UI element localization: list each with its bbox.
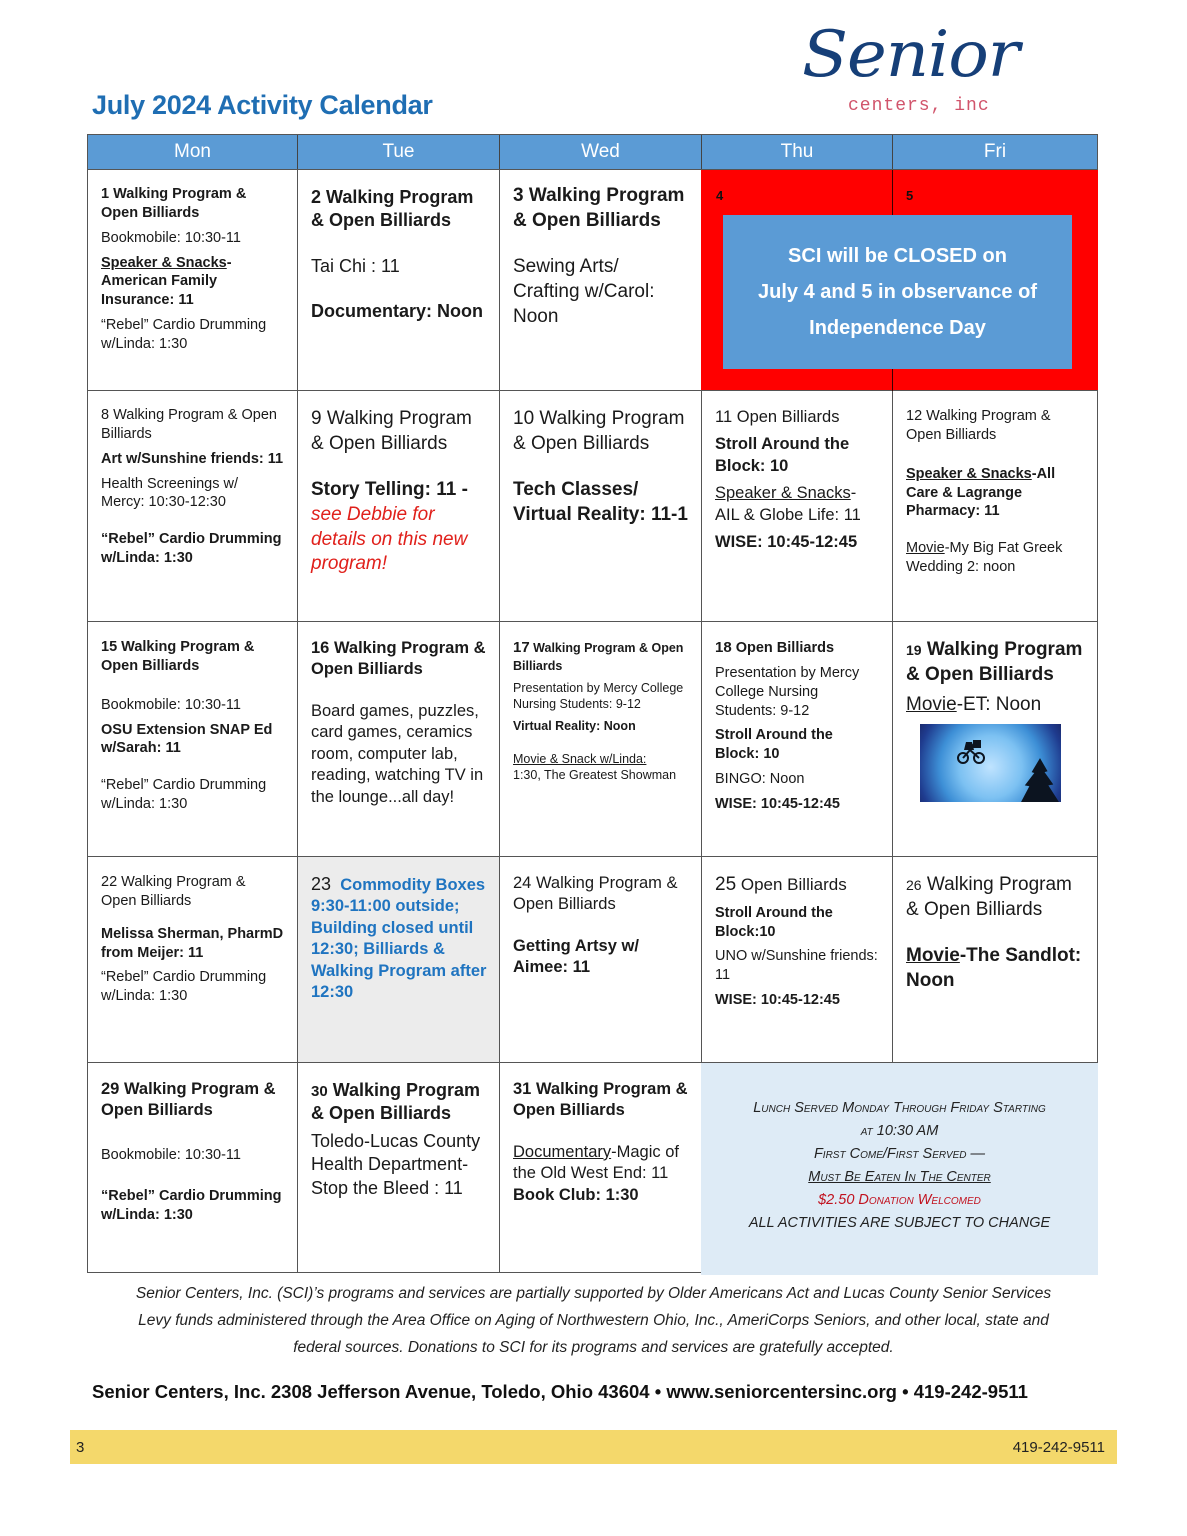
day-title: Walking Program & Open Billiards bbox=[311, 1080, 481, 1124]
activity: Presentation by Mercy College Nursing Students: 9-12 bbox=[715, 664, 860, 719]
activity: -My Big Fat Greek Wedding 2: noon bbox=[906, 540, 1063, 576]
day-cell-3 bbox=[499, 170, 701, 391]
weekday-header-row bbox=[87, 134, 1098, 170]
activity-note: see Debbie for details on this new program! bbox=[311, 504, 468, 575]
weekday-wed: Wed bbox=[500, 135, 702, 169]
day-cell-19 bbox=[892, 622, 1098, 857]
footer-phone: 419-242-9511 bbox=[1012, 1438, 1105, 1456]
activity: Toledo-Lucas County Health Department-Stop the Bleed : 11 bbox=[311, 1130, 481, 1198]
logo-script-text: Senior bbox=[802, 18, 1019, 92]
contact-address: Senior Centers, Inc. 2308 Jefferson Avenue, Toledo, Ohio 43604 • www.seniorcentersinc.org • 419-242-9511 bbox=[92, 1381, 1028, 1402]
date-number: 30 bbox=[311, 1083, 328, 1100]
day-cell-18 bbox=[701, 622, 892, 857]
senior-centers-logo bbox=[796, 18, 1036, 122]
day-title: Open Billiards bbox=[740, 875, 847, 894]
day-title: Walking Program & Open Billiards bbox=[513, 641, 684, 673]
activity: BINGO: Noon bbox=[715, 771, 805, 788]
closed-notice-line: July 4 and 5 in observance of bbox=[758, 281, 1037, 303]
activity-label: Speaker & Snacks bbox=[101, 254, 227, 271]
page-title: July 2024 Activity Calendar bbox=[92, 90, 433, 120]
logo-subtitle: centers, inc bbox=[848, 96, 990, 116]
day-cell-1 bbox=[87, 170, 297, 391]
activity: -ET: Noon bbox=[956, 694, 1042, 716]
date-number: 31 bbox=[513, 1080, 532, 1098]
day-cell-9 bbox=[297, 391, 499, 622]
day-title: Walking Program & Open Billiards bbox=[101, 639, 255, 674]
funding-note-line: Senior Centers, Inc. (SCI)’s programs and services are partially supported by Older Americans Act and Lucas County Senior Services bbox=[135, 1285, 1052, 1302]
day-title: Walking Program & Open Billiards bbox=[311, 187, 474, 231]
day-title: Walking Program & Open Billiards bbox=[906, 874, 1072, 920]
activity: “Rebel” Cardio Drumming w/Linda: 1:30 bbox=[101, 317, 267, 352]
day-cell-15 bbox=[87, 622, 297, 857]
activity: Story Telling: 11 - bbox=[311, 479, 468, 501]
day-title: Walking Program & Open Billiards bbox=[513, 408, 685, 454]
activity-label: Movie bbox=[906, 945, 960, 967]
day-title: Open Billiards bbox=[736, 408, 840, 426]
activity: Health Screenings w/ Mercy: 10:30-12:30 bbox=[101, 475, 239, 511]
date-number: 8 bbox=[101, 407, 110, 423]
bicycle-silhouette-icon bbox=[956, 740, 986, 764]
lunch-line: Must Be Eaten In The Center bbox=[808, 1169, 991, 1185]
date-number: 25 bbox=[715, 874, 737, 895]
closed-notice-line: SCI will be CLOSED on bbox=[788, 245, 1007, 267]
day-title: Walking Program & Open Billiards bbox=[101, 407, 277, 442]
activity: Melissa Sherman, PharmD from Meijer: 11 bbox=[101, 925, 284, 961]
date-number-4: 4 bbox=[716, 188, 724, 203]
day-cell-31 bbox=[499, 1063, 701, 1273]
day-title: Walking Program & Open Billiards bbox=[513, 874, 678, 914]
day-title: Walking Program & Open Billiards bbox=[906, 639, 1083, 685]
activity-label: Movie & Snack w/Linda: bbox=[513, 751, 647, 766]
date-number: 10 bbox=[513, 408, 535, 429]
date-number: 15 bbox=[101, 639, 118, 655]
activity: Virtual Reality: Noon bbox=[513, 719, 636, 734]
activity: Board games, puzzles, card games, ceramics room, computer lab, reading, watching TV in the lounge...all day! bbox=[311, 701, 484, 806]
donation-line: $2.50 Donation Welcomed bbox=[818, 1192, 981, 1208]
activity: Stroll Around the Block: 10 bbox=[715, 435, 850, 475]
date-number: 22 bbox=[101, 874, 118, 890]
weekday-tue: Tue bbox=[298, 135, 500, 169]
activity: “Rebel” Cardio Drumming w/Linda: 1:30 bbox=[101, 969, 267, 1005]
date-number: 17 bbox=[513, 639, 530, 656]
tree-silhouette bbox=[1021, 758, 1059, 802]
activity: Book Club: 1:30 bbox=[513, 1185, 639, 1204]
activity: -American Family Insurance: 11 bbox=[101, 254, 232, 309]
date-number: 11 bbox=[715, 408, 733, 426]
activity-label: Documentary bbox=[513, 1142, 612, 1161]
day-cell-12 bbox=[892, 391, 1098, 622]
day-cell-17 bbox=[499, 622, 701, 857]
activity: Tech Classes/ Virtual Reality: 11-1 bbox=[513, 479, 688, 526]
activity: Bookmobile: 10:30-11 bbox=[101, 229, 241, 246]
date-number-5: 5 bbox=[906, 188, 914, 203]
date-number: 9 bbox=[311, 408, 322, 429]
funding-note-line: Levy funds administered through the Area Office on Aging of Northwestern Ohio, Inc., AmeriCorps Seniors, and other local, state and bbox=[138, 1312, 1049, 1329]
day-cell-16 bbox=[297, 622, 499, 857]
day-cell-25 bbox=[701, 857, 892, 1063]
activity-label: Movie bbox=[906, 694, 957, 716]
day-cell-24 bbox=[499, 857, 701, 1063]
lunch-line: First Come/First Served — bbox=[813, 1146, 986, 1162]
et-movie-image bbox=[920, 724, 1061, 802]
activity: Stroll Around the Block: 10 bbox=[715, 727, 833, 763]
date-number: 1 bbox=[101, 186, 110, 202]
activity: Presentation by Mercy College Nursing Students: 9-12 bbox=[513, 680, 684, 711]
activity: -All Care & Lagrange Pharmacy: 11 bbox=[906, 465, 1056, 520]
day-cell-23 bbox=[297, 857, 499, 1063]
activity: WISE: 10:45-12:45 bbox=[715, 992, 840, 1009]
activity: Stroll Around the Block:10 bbox=[715, 904, 833, 940]
closed-notice bbox=[723, 215, 1072, 369]
activity: WISE: 10:45-12:45 bbox=[715, 795, 840, 812]
activity: Bookmobile: 10:30-11 bbox=[101, 1146, 241, 1163]
day-title: Walking Program & Open Billiards bbox=[513, 1080, 688, 1120]
date-number: 12 bbox=[906, 408, 923, 424]
day-cell-8 bbox=[87, 391, 297, 622]
activity: Getting Artsy w/ Aimee: 11 bbox=[513, 936, 639, 977]
day-cell-10 bbox=[499, 391, 701, 622]
change-disclaimer: ALL ACTIVITIES ARE SUBJECT TO CHANGE bbox=[748, 1215, 1051, 1231]
day-cell-2 bbox=[297, 170, 499, 391]
activity: -Magic of the Old West End: 11 bbox=[513, 1142, 679, 1183]
page-footer-bar bbox=[70, 1430, 1117, 1464]
date-number: 2 bbox=[311, 187, 322, 207]
activity: WISE: 10:45-12:45 bbox=[715, 533, 858, 552]
day-title: Walking Program & Open Billiards bbox=[101, 186, 247, 221]
activity: “Rebel” Cardio Drumming w/Linda: 1:30 bbox=[101, 531, 282, 567]
date-number: 18 bbox=[715, 639, 732, 656]
day-title: Walking Program & Open Billiards bbox=[906, 408, 1051, 443]
lunch-line: at 10:30 AM bbox=[860, 1123, 939, 1139]
day-cell-26 bbox=[892, 857, 1098, 1063]
date-number: 23 bbox=[311, 874, 332, 894]
activity: OSU Extension SNAP Ed w/Sarah: 11 bbox=[101, 721, 273, 757]
activity-label: Movie bbox=[906, 540, 945, 557]
activity: “Rebel” Cardio Drumming w/Linda: 1:30 bbox=[101, 777, 267, 813]
date-number: 19 bbox=[906, 642, 922, 658]
day-cell-11 bbox=[701, 391, 892, 622]
weekday-fri: Fri bbox=[983, 141, 1007, 162]
day-title: Walking Program & Open Billiards bbox=[513, 185, 685, 231]
activity: Tai Chi : 11 bbox=[311, 255, 400, 276]
activity: Art w/Sunshine friends: 11 bbox=[101, 450, 284, 467]
activity: 1:30, The Greatest Showman bbox=[513, 767, 677, 782]
lunch-line: Lunch Served Monday Through Friday Starting bbox=[753, 1100, 1046, 1116]
closed-notice-line: Independence Day bbox=[809, 317, 986, 339]
activity: UNO w/Sunshine friends: 11 bbox=[715, 948, 878, 984]
activity-label: Speaker & Snacks bbox=[715, 484, 851, 503]
funding-note-line: federal sources. Donations to SCI for its programs and services are gratefully accepted. bbox=[293, 1339, 894, 1356]
date-number: 24 bbox=[513, 874, 532, 892]
day-cell-22 bbox=[87, 857, 297, 1063]
activity: -AIL & Globe Life: 11 bbox=[715, 484, 861, 524]
day-cell-30 bbox=[297, 1063, 499, 1273]
activity: -The Sandlot: Noon bbox=[906, 945, 1082, 992]
day-cell-29 bbox=[87, 1063, 297, 1273]
activity: Bookmobile: 10:30-11 bbox=[101, 696, 241, 713]
date-number: 29 bbox=[101, 1080, 120, 1098]
activity: “Rebel” Cardio Drumming w/Linda: 1:30 bbox=[101, 1187, 282, 1223]
weekday-mon: Mon bbox=[88, 135, 298, 169]
activity-label: Speaker & Snacks bbox=[906, 465, 1032, 482]
day-title: Walking Program & Open Billiards bbox=[311, 408, 472, 454]
day-title: Walking Program & Open Billiards bbox=[311, 639, 486, 679]
day-title: Open Billiards bbox=[735, 640, 835, 656]
activity: Sewing Arts/ Crafting w/Carol: Noon bbox=[513, 256, 655, 327]
page-number: 3 bbox=[76, 1438, 85, 1456]
date-number: 3 bbox=[513, 185, 524, 206]
day-title: Walking Program & Open Billiards bbox=[101, 1080, 276, 1120]
activity: Documentary: Noon bbox=[311, 301, 484, 322]
commodity-notice: Commodity Boxes 9:30-11:00 outside; Building closed until 12:30; Billiards & Walking Program after 12:30 bbox=[311, 876, 487, 1002]
lunch-notice bbox=[701, 1063, 1098, 1275]
day-title: Walking Program & Open Billiards bbox=[101, 874, 246, 909]
weekday-thu: Thu bbox=[702, 135, 893, 169]
date-number: 16 bbox=[311, 639, 330, 657]
date-number: 26 bbox=[906, 877, 922, 893]
